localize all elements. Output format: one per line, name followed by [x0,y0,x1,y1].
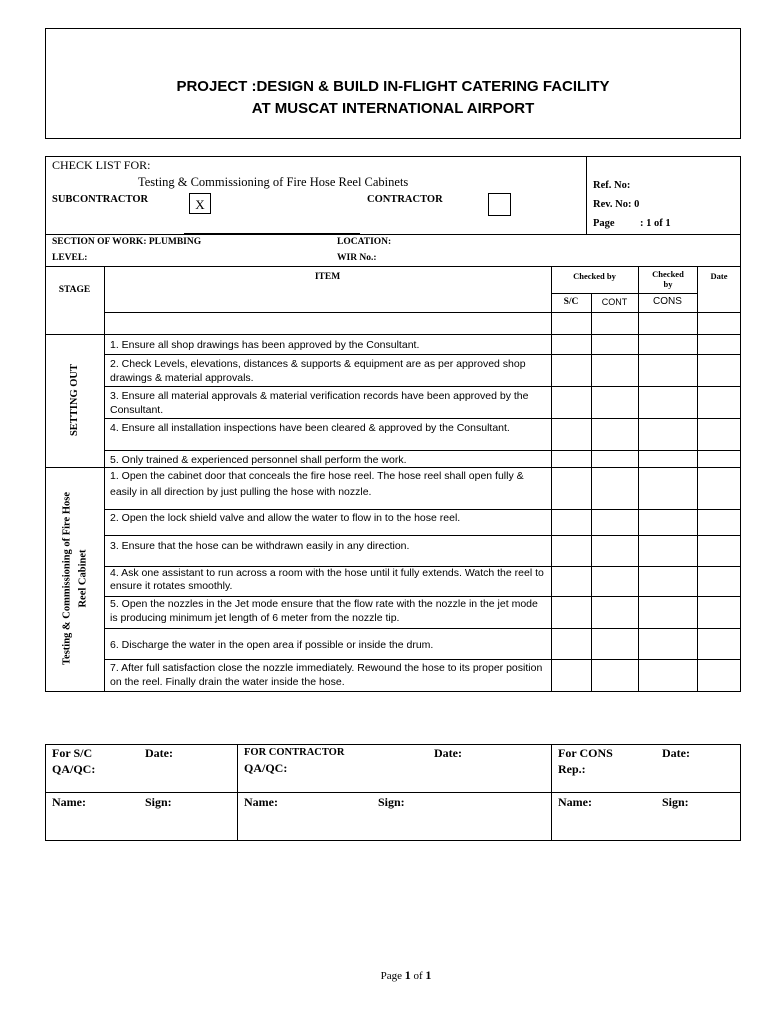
contractor-sign-label: Sign: [378,795,405,809]
signoff-row-divider [45,792,741,793]
checklist-item: 5. Only trained & experienced personnel shall perform the work. [110,454,407,466]
checklist-item: 3. Ensure that the hose can be withdrawn easily in any direction. [110,540,410,552]
page-number: 1 [404,968,411,982]
page-label: Page [593,218,615,229]
stage-header: STAGE [58,285,91,295]
row-border [104,535,741,536]
stage-label-testing-line2: Reel Cabinet [77,549,89,608]
table-top-border [45,266,741,267]
item-header: ITEM [314,272,341,282]
sc-sign-label: Sign: [145,795,172,809]
checklist-item: 7. After full satisfaction close the nozzle immediately. Rewound the hose to its proper position on the reel. Finally drain the water inside the hose. [110,662,543,688]
row-border [104,386,741,387]
contractor-qaqc-label: QA/QC: [244,761,288,775]
page-prefix: Page [380,970,405,982]
sc-signoff-label: For S/C [52,746,93,760]
sc-header: S/C [563,297,579,307]
contractor-date-label: Date: [434,746,462,760]
contractor-checkbox[interactable] [488,193,511,216]
project-title-line1: PROJECT :DESIGN & BUILD IN-FLIGHT CATERING FACILITY [176,78,610,95]
subcontractor-checkbox[interactable]: X [189,193,211,214]
checklist-subject: Testing & Commissioning of Fire Hose Reel Cabinets [138,175,409,189]
checklist-item: 6. Discharge the water in the open area if possible or inside the drum. [110,639,434,651]
date-header: Date [710,271,728,281]
row-border [104,659,741,660]
wir-no-label: WIR No.: [337,253,377,263]
checklist-item: 4. Ensure all installation inspections have been cleared & approved by the Consultant. [110,422,510,434]
row-border [104,628,741,629]
checked-by-header-cons: Checked by [652,269,684,289]
stage-label-setting-out: SETTING OUT [69,363,80,437]
contractor-signoff-label: FOR CONTRACTOR [244,747,345,758]
cont-header: CONT [601,297,628,307]
sc-date-label: Date: [145,746,173,760]
ref-no-label: Ref. No: [593,180,631,191]
rev-no-label: Rev. No: 0 [593,199,640,210]
checklist-item: 4. Ask one assistant to run across a room with the hose until it fully extends. Watch the reel to ensure it rotates smoothly. [110,567,544,592]
stage-label-testing-line1: Testing & Commissioning of Fire Hose [61,492,73,665]
project-title-line2: AT MUSCAT INTERNATIONAL AIRPORT [251,100,535,117]
row-border [104,354,741,355]
cons-date-label: Date: [662,746,690,760]
checklist-item: 1. Ensure all shop drawings has been approved by the Consultant. [110,339,420,351]
checklist-item: 1. Open the cabinet door that conceals the fire hose reel. The hose reel shall open fully & easily in all direction by just pulling the hose with nozzle. [110,470,524,498]
row-border [104,450,741,451]
page-footer [0,968,768,983]
section-of-work: SECTION OF WORK: PLUMBING [52,237,202,247]
sc-qaqc-label: QA/QC: [52,762,96,776]
contractor-label: CONTRACTOR [367,194,443,205]
page-mid: of [410,970,426,982]
checklist-item: 5. Open the nozzles in the Jet mode ensure that the flow rate with the nozzle in the jet mode is producing minimum jet length of 6 meter from the nozzle tip. [110,598,538,624]
cons-rep-label: Rep.: [558,762,586,776]
page-total: 1 [425,968,432,982]
ref-divider [586,156,587,234]
page-value: : 1 of 1 [640,218,671,229]
checked-by-header: Checked by [573,271,616,281]
checklist-for-label: CHECK LIST FOR: [52,158,151,172]
checklist-item: 3. Ensure all material approvals & material verification records have been approved by the Consultant. [110,390,529,416]
blank-row-border [45,334,741,335]
checklist-item: 2. Open the lock shield valve and allow the water to flow in to the hose reel. [110,512,461,524]
checked-by-subdivider [551,293,697,294]
row-border [104,596,741,597]
sc-name-label: Name: [52,795,86,809]
checklist-item: 2. Check Levels, elevations, distances & supports & equipment are as per approved shop drawings & material approvals. [110,358,526,384]
row-border [104,418,741,419]
stage-border [45,467,741,468]
level-label: LEVEL: [52,253,88,263]
cons-sign-label: Sign: [662,795,689,809]
contractor-name-label: Name: [244,795,278,809]
location-label: LOCATION: [337,237,392,247]
row-border [104,509,741,510]
header-bottom-border [104,312,741,313]
cons-name-label: Name: [558,795,592,809]
cons-signoff-label: For CONS [558,746,613,760]
sc-column-divider [591,293,592,692]
cons-header: CONS [653,296,682,307]
info-divider [45,234,741,235]
subcontractor-label: SUBCONTRACTOR [52,194,149,205]
